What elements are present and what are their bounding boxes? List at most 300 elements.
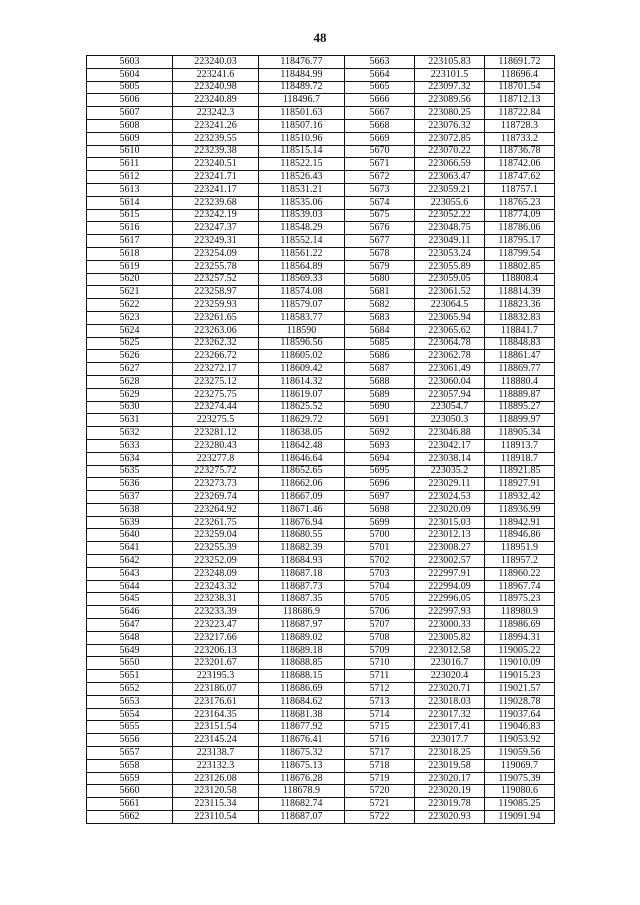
table-row xyxy=(87,427,555,440)
right-x-coordinate-cell: 223049.11 xyxy=(415,235,485,248)
left-x-coordinate-cell: 223255.39 xyxy=(173,542,259,555)
left-x-coordinate-cell: 223241.26 xyxy=(173,119,259,132)
right-y-coordinate-cell: 118733.2 xyxy=(485,132,555,145)
right-point-number-cell: 5685 xyxy=(345,337,415,350)
left-point-number-cell: 5610 xyxy=(87,145,173,158)
right-y-coordinate-cell: 119037.64 xyxy=(485,708,555,721)
right-x-coordinate-cell: 223064.5 xyxy=(415,299,485,312)
right-point-number-cell: 5708 xyxy=(345,631,415,644)
left-y-coordinate-cell: 118667.09 xyxy=(259,491,345,504)
right-y-coordinate-cell: 119091.94 xyxy=(485,811,555,824)
right-x-coordinate-cell: 223019.58 xyxy=(415,759,485,772)
left-y-coordinate-cell: 118682.39 xyxy=(259,542,345,555)
right-point-number-cell: 5713 xyxy=(345,695,415,708)
left-y-coordinate-cell: 118496.7 xyxy=(259,94,345,107)
right-point-number-cell: 5692 xyxy=(345,427,415,440)
left-y-coordinate-cell: 118678.9 xyxy=(259,785,345,798)
table-row xyxy=(87,145,555,158)
right-point-number-cell: 5673 xyxy=(345,183,415,196)
left-y-coordinate-cell: 118676.94 xyxy=(259,516,345,529)
left-y-coordinate-cell: 118619.07 xyxy=(259,388,345,401)
table-row xyxy=(87,439,555,452)
left-point-number-cell: 5620 xyxy=(87,273,173,286)
right-x-coordinate-cell: 223089.56 xyxy=(415,94,485,107)
right-y-coordinate-cell: 118899.97 xyxy=(485,414,555,427)
table-row xyxy=(87,555,555,568)
right-x-coordinate-cell: 223054.7 xyxy=(415,401,485,414)
left-x-coordinate-cell: 223201.67 xyxy=(173,657,259,670)
right-x-coordinate-cell: 223061.49 xyxy=(415,363,485,376)
right-point-number-cell: 5718 xyxy=(345,759,415,772)
right-y-coordinate-cell: 118861.47 xyxy=(485,350,555,363)
left-x-coordinate-cell: 223240.03 xyxy=(173,56,259,69)
left-x-coordinate-cell: 223273.73 xyxy=(173,478,259,491)
left-point-number-cell: 5657 xyxy=(87,747,173,760)
right-y-coordinate-cell: 118736.78 xyxy=(485,145,555,158)
left-x-coordinate-cell: 223242.3 xyxy=(173,107,259,120)
table-row xyxy=(87,81,555,94)
right-y-coordinate-cell: 118951.9 xyxy=(485,542,555,555)
left-point-number-cell: 5658 xyxy=(87,759,173,772)
table-row xyxy=(87,503,555,516)
left-y-coordinate-cell: 118569.33 xyxy=(259,273,345,286)
right-x-coordinate-cell: 223055.89 xyxy=(415,260,485,273)
right-point-number-cell: 5717 xyxy=(345,747,415,760)
left-x-coordinate-cell: 223254.09 xyxy=(173,247,259,260)
left-x-coordinate-cell: 223259.04 xyxy=(173,529,259,542)
right-point-number-cell: 5684 xyxy=(345,324,415,337)
right-x-coordinate-cell: 223008.27 xyxy=(415,542,485,555)
left-point-number-cell: 5648 xyxy=(87,631,173,644)
right-point-number-cell: 5678 xyxy=(345,247,415,260)
left-y-coordinate-cell: 118652.65 xyxy=(259,465,345,478)
left-point-number-cell: 5619 xyxy=(87,260,173,273)
right-y-coordinate-cell: 119021.57 xyxy=(485,683,555,696)
left-x-coordinate-cell: 223176.61 xyxy=(173,695,259,708)
left-point-number-cell: 5609 xyxy=(87,132,173,145)
left-x-coordinate-cell: 223217.66 xyxy=(173,631,259,644)
right-point-number-cell: 5689 xyxy=(345,388,415,401)
right-y-coordinate-cell: 118960.22 xyxy=(485,567,555,580)
left-x-coordinate-cell: 223240.98 xyxy=(173,81,259,94)
left-point-number-cell: 5622 xyxy=(87,299,173,312)
table-row xyxy=(87,171,555,184)
left-point-number-cell: 5638 xyxy=(87,503,173,516)
left-x-coordinate-cell: 223247.37 xyxy=(173,222,259,235)
table-row xyxy=(87,695,555,708)
left-y-coordinate-cell: 118677.92 xyxy=(259,721,345,734)
left-x-coordinate-cell: 223257.52 xyxy=(173,273,259,286)
table-row xyxy=(87,337,555,350)
left-point-number-cell: 5606 xyxy=(87,94,173,107)
right-y-coordinate-cell: 118814.39 xyxy=(485,286,555,299)
left-point-number-cell: 5605 xyxy=(87,81,173,94)
left-y-coordinate-cell: 118642.48 xyxy=(259,439,345,452)
table-row xyxy=(87,798,555,811)
left-y-coordinate-cell: 118646.64 xyxy=(259,452,345,465)
right-y-coordinate-cell: 118957.2 xyxy=(485,555,555,568)
left-y-coordinate-cell: 118605.02 xyxy=(259,350,345,363)
left-point-number-cell: 5641 xyxy=(87,542,173,555)
left-y-coordinate-cell: 118688.15 xyxy=(259,670,345,683)
right-x-coordinate-cell: 223018.25 xyxy=(415,747,485,760)
left-y-coordinate-cell: 118539.03 xyxy=(259,209,345,222)
right-point-number-cell: 5720 xyxy=(345,785,415,798)
left-x-coordinate-cell: 223264.92 xyxy=(173,503,259,516)
right-point-number-cell: 5712 xyxy=(345,683,415,696)
right-point-number-cell: 5722 xyxy=(345,811,415,824)
right-point-number-cell: 5702 xyxy=(345,555,415,568)
left-x-coordinate-cell: 223252.09 xyxy=(173,555,259,568)
left-y-coordinate-cell: 118687.07 xyxy=(259,811,345,824)
left-x-coordinate-cell: 223243.32 xyxy=(173,580,259,593)
right-y-coordinate-cell: 118757.1 xyxy=(485,183,555,196)
left-y-coordinate-cell: 118535.06 xyxy=(259,196,345,209)
table-row xyxy=(87,235,555,248)
left-point-number-cell: 5628 xyxy=(87,375,173,388)
left-y-coordinate-cell: 118681.38 xyxy=(259,708,345,721)
left-point-number-cell: 5623 xyxy=(87,311,173,324)
table-row xyxy=(87,350,555,363)
right-x-coordinate-cell: 223029.11 xyxy=(415,478,485,491)
left-y-coordinate-cell: 118510.96 xyxy=(259,132,345,145)
left-y-coordinate-cell: 118675.13 xyxy=(259,759,345,772)
left-point-number-cell: 5645 xyxy=(87,593,173,606)
left-y-coordinate-cell: 118515.14 xyxy=(259,145,345,158)
right-point-number-cell: 5690 xyxy=(345,401,415,414)
right-y-coordinate-cell: 118848.83 xyxy=(485,337,555,350)
right-point-number-cell: 5668 xyxy=(345,119,415,132)
left-y-coordinate-cell: 118629.72 xyxy=(259,414,345,427)
left-point-number-cell: 5644 xyxy=(87,580,173,593)
left-y-coordinate-cell: 118596.56 xyxy=(259,337,345,350)
left-point-number-cell: 5633 xyxy=(87,439,173,452)
left-point-number-cell: 5640 xyxy=(87,529,173,542)
table-row xyxy=(87,670,555,683)
right-point-number-cell: 5664 xyxy=(345,68,415,81)
right-point-number-cell: 5682 xyxy=(345,299,415,312)
right-x-coordinate-cell: 223066.59 xyxy=(415,158,485,171)
right-x-coordinate-cell: 223072.85 xyxy=(415,132,485,145)
left-point-number-cell: 5630 xyxy=(87,401,173,414)
left-point-number-cell: 5604 xyxy=(87,68,173,81)
left-x-coordinate-cell: 223259.93 xyxy=(173,299,259,312)
right-y-coordinate-cell: 118889.87 xyxy=(485,388,555,401)
left-y-coordinate-cell: 118625.52 xyxy=(259,401,345,414)
table-row xyxy=(87,388,555,401)
right-x-coordinate-cell: 223020.93 xyxy=(415,811,485,824)
left-x-coordinate-cell: 223241.71 xyxy=(173,171,259,184)
right-x-coordinate-cell: 223061.52 xyxy=(415,286,485,299)
table-row xyxy=(87,747,555,760)
left-y-coordinate-cell: 118561.22 xyxy=(259,247,345,260)
left-y-coordinate-cell: 118686.69 xyxy=(259,683,345,696)
page-number: 48 xyxy=(313,30,327,45)
table-row xyxy=(87,299,555,312)
table-row xyxy=(87,222,555,235)
left-point-number-cell: 5635 xyxy=(87,465,173,478)
left-x-coordinate-cell: 223255.78 xyxy=(173,260,259,273)
right-point-number-cell: 5680 xyxy=(345,273,415,286)
table-row xyxy=(87,273,555,286)
left-point-number-cell: 5626 xyxy=(87,350,173,363)
left-point-number-cell: 5655 xyxy=(87,721,173,734)
left-point-number-cell: 5607 xyxy=(87,107,173,120)
right-y-coordinate-cell: 118742.06 xyxy=(485,158,555,171)
left-x-coordinate-cell: 223145.24 xyxy=(173,734,259,747)
right-y-coordinate-cell: 119005.22 xyxy=(485,644,555,657)
left-y-coordinate-cell: 118522.15 xyxy=(259,158,345,171)
left-y-coordinate-cell: 118671.46 xyxy=(259,503,345,516)
table-row xyxy=(87,401,555,414)
left-y-coordinate-cell: 118680.55 xyxy=(259,529,345,542)
right-x-coordinate-cell: 223052.22 xyxy=(415,209,485,222)
right-point-number-cell: 5721 xyxy=(345,798,415,811)
right-point-number-cell: 5672 xyxy=(345,171,415,184)
left-point-number-cell: 5634 xyxy=(87,452,173,465)
right-y-coordinate-cell: 119046.83 xyxy=(485,721,555,734)
right-x-coordinate-cell: 223076.32 xyxy=(415,119,485,132)
right-y-coordinate-cell: 119059.56 xyxy=(485,747,555,760)
left-y-coordinate-cell: 118609.42 xyxy=(259,363,345,376)
left-x-coordinate-cell: 223126.08 xyxy=(173,772,259,785)
right-x-coordinate-cell: 223055.6 xyxy=(415,196,485,209)
right-y-coordinate-cell: 118795.17 xyxy=(485,235,555,248)
left-y-coordinate-cell: 118531.21 xyxy=(259,183,345,196)
left-x-coordinate-cell: 223275.72 xyxy=(173,465,259,478)
left-x-coordinate-cell: 223120.58 xyxy=(173,785,259,798)
left-point-number-cell: 5612 xyxy=(87,171,173,184)
right-x-coordinate-cell: 222996.05 xyxy=(415,593,485,606)
left-point-number-cell: 5629 xyxy=(87,388,173,401)
left-point-number-cell: 5642 xyxy=(87,555,173,568)
left-point-number-cell: 5616 xyxy=(87,222,173,235)
left-x-coordinate-cell: 223206.13 xyxy=(173,644,259,657)
right-x-coordinate-cell: 223065.94 xyxy=(415,311,485,324)
right-point-number-cell: 5674 xyxy=(345,196,415,209)
table-row xyxy=(87,478,555,491)
right-x-coordinate-cell: 223059.05 xyxy=(415,273,485,286)
left-x-coordinate-cell: 223233.39 xyxy=(173,606,259,619)
table-row xyxy=(87,183,555,196)
right-x-coordinate-cell: 223024.53 xyxy=(415,491,485,504)
right-point-number-cell: 5714 xyxy=(345,708,415,721)
right-y-coordinate-cell: 119075.39 xyxy=(485,772,555,785)
left-point-number-cell: 5649 xyxy=(87,644,173,657)
table-row xyxy=(87,363,555,376)
right-y-coordinate-cell: 118799.54 xyxy=(485,247,555,260)
right-point-number-cell: 5715 xyxy=(345,721,415,734)
left-y-coordinate-cell: 118684.93 xyxy=(259,555,345,568)
left-point-number-cell: 5625 xyxy=(87,337,173,350)
left-x-coordinate-cell: 223272.17 xyxy=(173,363,259,376)
right-y-coordinate-cell: 118932.42 xyxy=(485,491,555,504)
left-x-coordinate-cell: 223164.35 xyxy=(173,708,259,721)
left-x-coordinate-cell: 223242.19 xyxy=(173,209,259,222)
left-y-coordinate-cell: 118507.16 xyxy=(259,119,345,132)
left-y-coordinate-cell: 118579.07 xyxy=(259,299,345,312)
right-point-number-cell: 5703 xyxy=(345,567,415,580)
left-x-coordinate-cell: 223262.32 xyxy=(173,337,259,350)
right-point-number-cell: 5667 xyxy=(345,107,415,120)
right-x-coordinate-cell: 223062.78 xyxy=(415,350,485,363)
right-point-number-cell: 5707 xyxy=(345,619,415,632)
right-point-number-cell: 5687 xyxy=(345,363,415,376)
left-x-coordinate-cell: 223261.65 xyxy=(173,311,259,324)
left-x-coordinate-cell: 223151.54 xyxy=(173,721,259,734)
left-y-coordinate-cell: 118689.02 xyxy=(259,631,345,644)
right-x-coordinate-cell: 223101.5 xyxy=(415,68,485,81)
table-row xyxy=(87,68,555,81)
table-row xyxy=(87,644,555,657)
right-y-coordinate-cell: 119085.25 xyxy=(485,798,555,811)
coordinates-table xyxy=(86,55,555,824)
table-row xyxy=(87,491,555,504)
table-row xyxy=(87,516,555,529)
right-y-coordinate-cell: 118832.83 xyxy=(485,311,555,324)
left-point-number-cell: 5659 xyxy=(87,772,173,785)
left-x-coordinate-cell: 223266.72 xyxy=(173,350,259,363)
left-x-coordinate-cell: 223269.74 xyxy=(173,491,259,504)
left-x-coordinate-cell: 223239.68 xyxy=(173,196,259,209)
left-point-number-cell: 5611 xyxy=(87,158,173,171)
right-point-number-cell: 5676 xyxy=(345,222,415,235)
right-y-coordinate-cell: 118808.4 xyxy=(485,273,555,286)
left-x-coordinate-cell: 223239.55 xyxy=(173,132,259,145)
right-point-number-cell: 5700 xyxy=(345,529,415,542)
left-x-coordinate-cell: 223258.97 xyxy=(173,286,259,299)
right-point-number-cell: 5675 xyxy=(345,209,415,222)
right-point-number-cell: 5706 xyxy=(345,606,415,619)
left-y-coordinate-cell: 118614.32 xyxy=(259,375,345,388)
coordinates-table-body xyxy=(87,56,555,824)
left-x-coordinate-cell: 223248.09 xyxy=(173,567,259,580)
table-row xyxy=(87,107,555,120)
left-point-number-cell: 5643 xyxy=(87,567,173,580)
table-row xyxy=(87,132,555,145)
left-point-number-cell: 5627 xyxy=(87,363,173,376)
table-row xyxy=(87,452,555,465)
right-point-number-cell: 5665 xyxy=(345,81,415,94)
left-y-coordinate-cell: 118689.18 xyxy=(259,644,345,657)
right-y-coordinate-cell: 119015.23 xyxy=(485,670,555,683)
right-y-coordinate-cell: 118946.86 xyxy=(485,529,555,542)
right-x-coordinate-cell: 222997.91 xyxy=(415,567,485,580)
left-x-coordinate-cell: 223238.31 xyxy=(173,593,259,606)
left-point-number-cell: 5614 xyxy=(87,196,173,209)
right-y-coordinate-cell: 119053.92 xyxy=(485,734,555,747)
right-point-number-cell: 5694 xyxy=(345,452,415,465)
table-row xyxy=(87,56,555,69)
left-point-number-cell: 5647 xyxy=(87,619,173,632)
left-y-coordinate-cell: 118676.28 xyxy=(259,772,345,785)
left-y-coordinate-cell: 118687.18 xyxy=(259,567,345,580)
right-y-coordinate-cell: 118913.7 xyxy=(485,439,555,452)
right-point-number-cell: 5719 xyxy=(345,772,415,785)
right-x-coordinate-cell: 223020.17 xyxy=(415,772,485,785)
left-point-number-cell: 5621 xyxy=(87,286,173,299)
right-point-number-cell: 5696 xyxy=(345,478,415,491)
table-row xyxy=(87,94,555,107)
left-point-number-cell: 5652 xyxy=(87,683,173,696)
right-x-coordinate-cell: 223020.19 xyxy=(415,785,485,798)
left-y-coordinate-cell: 118688.85 xyxy=(259,657,345,670)
right-x-coordinate-cell: 223005.82 xyxy=(415,631,485,644)
left-y-coordinate-cell: 118682.74 xyxy=(259,798,345,811)
right-point-number-cell: 5683 xyxy=(345,311,415,324)
table-row xyxy=(87,158,555,171)
left-point-number-cell: 5618 xyxy=(87,247,173,260)
right-y-coordinate-cell: 119069.7 xyxy=(485,759,555,772)
left-x-coordinate-cell: 223249.31 xyxy=(173,235,259,248)
right-point-number-cell: 5669 xyxy=(345,132,415,145)
right-point-number-cell: 5691 xyxy=(345,414,415,427)
right-y-coordinate-cell: 119080.6 xyxy=(485,785,555,798)
right-x-coordinate-cell: 223046.88 xyxy=(415,427,485,440)
left-point-number-cell: 5608 xyxy=(87,119,173,132)
left-x-coordinate-cell: 223239.38 xyxy=(173,145,259,158)
left-x-coordinate-cell: 223275.75 xyxy=(173,388,259,401)
left-point-number-cell: 5660 xyxy=(87,785,173,798)
right-y-coordinate-cell: 118980.9 xyxy=(485,606,555,619)
right-point-number-cell: 5688 xyxy=(345,375,415,388)
table-row xyxy=(87,772,555,785)
right-point-number-cell: 5677 xyxy=(345,235,415,248)
table-row xyxy=(87,567,555,580)
left-x-coordinate-cell: 223277.8 xyxy=(173,452,259,465)
left-x-coordinate-cell: 223223.47 xyxy=(173,619,259,632)
left-point-number-cell: 5639 xyxy=(87,516,173,529)
table-row xyxy=(87,247,555,260)
right-y-coordinate-cell: 118918.7 xyxy=(485,452,555,465)
left-y-coordinate-cell: 118564.89 xyxy=(259,260,345,273)
left-x-coordinate-cell: 223263.06 xyxy=(173,324,259,337)
left-y-coordinate-cell: 118676.41 xyxy=(259,734,345,747)
right-x-coordinate-cell: 223080.25 xyxy=(415,107,485,120)
table-row xyxy=(87,708,555,721)
left-x-coordinate-cell: 223186.07 xyxy=(173,683,259,696)
right-point-number-cell: 5701 xyxy=(345,542,415,555)
right-x-coordinate-cell: 223016.7 xyxy=(415,657,485,670)
left-y-coordinate-cell: 118583.77 xyxy=(259,311,345,324)
left-y-coordinate-cell: 118476.77 xyxy=(259,56,345,69)
table-row xyxy=(87,311,555,324)
left-point-number-cell: 5617 xyxy=(87,235,173,248)
table-row xyxy=(87,375,555,388)
left-y-coordinate-cell: 118526.43 xyxy=(259,171,345,184)
right-x-coordinate-cell: 223019.78 xyxy=(415,798,485,811)
table-row xyxy=(87,593,555,606)
right-x-coordinate-cell: 223042.17 xyxy=(415,439,485,452)
right-y-coordinate-cell: 118823.36 xyxy=(485,299,555,312)
left-y-coordinate-cell: 118687.35 xyxy=(259,593,345,606)
table-row xyxy=(87,324,555,337)
left-x-coordinate-cell: 223280.43 xyxy=(173,439,259,452)
table-row xyxy=(87,619,555,632)
table-row xyxy=(87,580,555,593)
right-x-coordinate-cell: 223060.04 xyxy=(415,375,485,388)
right-x-coordinate-cell: 223012.13 xyxy=(415,529,485,542)
right-x-coordinate-cell: 223059.21 xyxy=(415,183,485,196)
left-point-number-cell: 5661 xyxy=(87,798,173,811)
right-point-number-cell: 5705 xyxy=(345,593,415,606)
right-x-coordinate-cell: 222994.09 xyxy=(415,580,485,593)
left-point-number-cell: 5631 xyxy=(87,414,173,427)
left-point-number-cell: 5656 xyxy=(87,734,173,747)
right-y-coordinate-cell: 118701.54 xyxy=(485,81,555,94)
left-x-coordinate-cell: 223132.3 xyxy=(173,759,259,772)
right-y-coordinate-cell: 119028.78 xyxy=(485,695,555,708)
